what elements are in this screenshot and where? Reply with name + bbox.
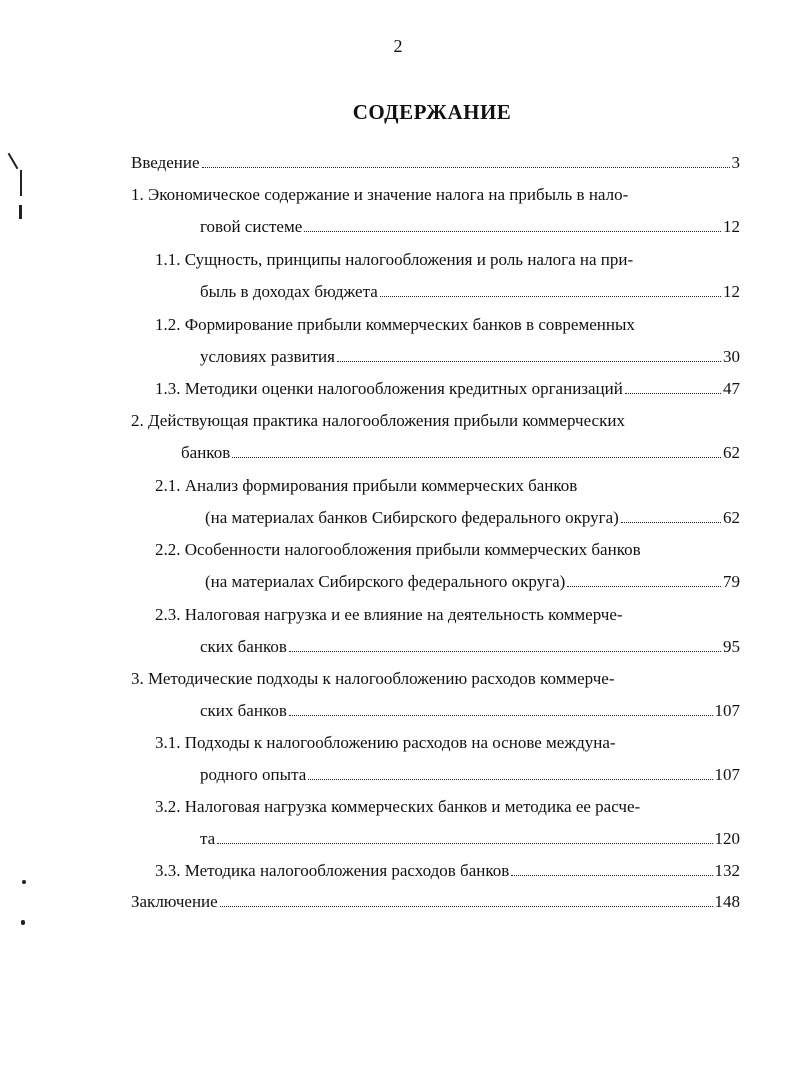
toc-entry-s23-line1[interactable]: 2.3. Налоговая нагрузка и ее влияние на деятельность коммерче-: [155, 605, 623, 624]
toc-entry-s12[interactable]: [0, 347, 796, 367]
toc-entry-s31[interactable]: [0, 765, 796, 785]
toc-entry-intro[interactable]: [0, 153, 796, 173]
toc-entry-s22[interactable]: [0, 572, 796, 592]
toc-entry-title: банков: [181, 443, 231, 462]
toc-page-number: 47: [723, 379, 740, 398]
dot-leader: [625, 379, 721, 394]
toc-entry-title: (на материалах банков Сибирского федерального округа): [205, 508, 619, 527]
toc-entry-s31-line1[interactable]: 3.1. Подходы к налогообложению расходов на основе междуна-: [155, 733, 616, 752]
toc-entry-s21-line1[interactable]: 2.1. Анализ формирования прибыли коммерческих банков: [155, 476, 578, 495]
dot-leader: [511, 861, 712, 876]
dot-leader: [232, 443, 721, 458]
toc-entry-s11-line1[interactable]: 1.1. Сущность, принципы налогообложения и роль налога на при-: [155, 250, 634, 269]
toc-page-number: 107: [714, 765, 740, 784]
toc-entry-conclusion[interactable]: [0, 892, 796, 912]
dot-leader: [217, 829, 712, 844]
toc-page-number: 12: [723, 282, 740, 301]
toc-entry-s12-line1[interactable]: 1.2. Формирование прибыли коммерческих банков в современных: [155, 315, 635, 334]
toc-entry-s23[interactable]: [0, 637, 796, 657]
toc-entry-ch3-line1[interactable]: 3. Методические подходы к налогообложению расходов коммерче-: [131, 669, 615, 688]
dot-leader: [621, 508, 721, 523]
dot-leader: [308, 765, 712, 780]
toc-entry-title: Заключение: [131, 892, 218, 911]
toc-entry-title: 1.3. Методики оценки налогообложения кредитных организаций: [155, 379, 623, 398]
toc-page-number: 62: [723, 508, 740, 527]
toc-page-number: 30: [723, 347, 740, 366]
toc-page-number: 12: [723, 217, 740, 236]
toc-page-number: 148: [714, 892, 740, 911]
dot-leader: [202, 153, 730, 168]
toc-entry-ch2[interactable]: [0, 443, 796, 463]
page-title: СОДЕРЖАНИЕ: [352, 100, 512, 124]
toc-entry-s33[interactable]: [0, 861, 796, 881]
toc-entry-s11[interactable]: [0, 282, 796, 302]
toc-entry-title: быль в доходах бюджета: [200, 282, 378, 301]
toc-entry-s22-line1[interactable]: 2.2. Особенности налогообложения прибыли коммерческих банков: [155, 540, 641, 559]
toc-page-number: 79: [723, 572, 740, 591]
toc-entry-title: условиях развития: [200, 347, 335, 366]
toc-entry-ch1-line1[interactable]: 1. Экономическое содержание и значение налога на прибыль в нало-: [131, 185, 629, 204]
page-number: 2: [393, 36, 403, 56]
toc-entry-s32[interactable]: [0, 829, 796, 849]
scan-artifact: [21, 920, 25, 925]
toc-entry-title: 3.3. Методика налогообложения расходов банков: [155, 861, 510, 880]
toc-entry-title: ских банков: [200, 637, 287, 656]
toc-entry-title: Введение: [131, 153, 200, 172]
dot-leader: [220, 892, 713, 907]
toc-entry-s21[interactable]: [0, 508, 796, 528]
dot-leader: [567, 572, 721, 587]
dot-leader: [289, 637, 721, 652]
scan-artifact: [20, 170, 22, 196]
toc-entry-title: ских банков: [200, 701, 287, 720]
dot-leader: [337, 347, 721, 362]
toc-page-number: 107: [714, 701, 740, 720]
toc-entry-title: та: [200, 829, 216, 848]
toc-entry-title: говой системе: [200, 217, 303, 236]
toc-page-number: 120: [714, 829, 740, 848]
dot-leader: [380, 282, 721, 297]
toc-entry-s13[interactable]: [0, 379, 796, 399]
toc-page-number: 132: [714, 861, 740, 880]
toc-entry-s32-line1[interactable]: 3.2. Налоговая нагрузка коммерческих банков и методика ее расче-: [155, 797, 641, 816]
toc-page-number: 95: [723, 637, 740, 656]
dot-leader: [304, 217, 721, 232]
toc-entry-title: (на материалах Сибирского федерального округа): [205, 572, 566, 591]
toc-page-number: 3: [731, 153, 740, 172]
dot-leader: [289, 701, 713, 716]
toc-entry-title: родного опыта: [200, 765, 307, 784]
toc-entry-ch1[interactable]: [0, 217, 796, 237]
toc-entry-ch3[interactable]: [0, 701, 796, 721]
toc-entry-ch2-line1[interactable]: 2. Действующая практика налогообложения прибыли коммерческих: [131, 411, 625, 430]
toc-page-number: 62: [723, 443, 740, 462]
